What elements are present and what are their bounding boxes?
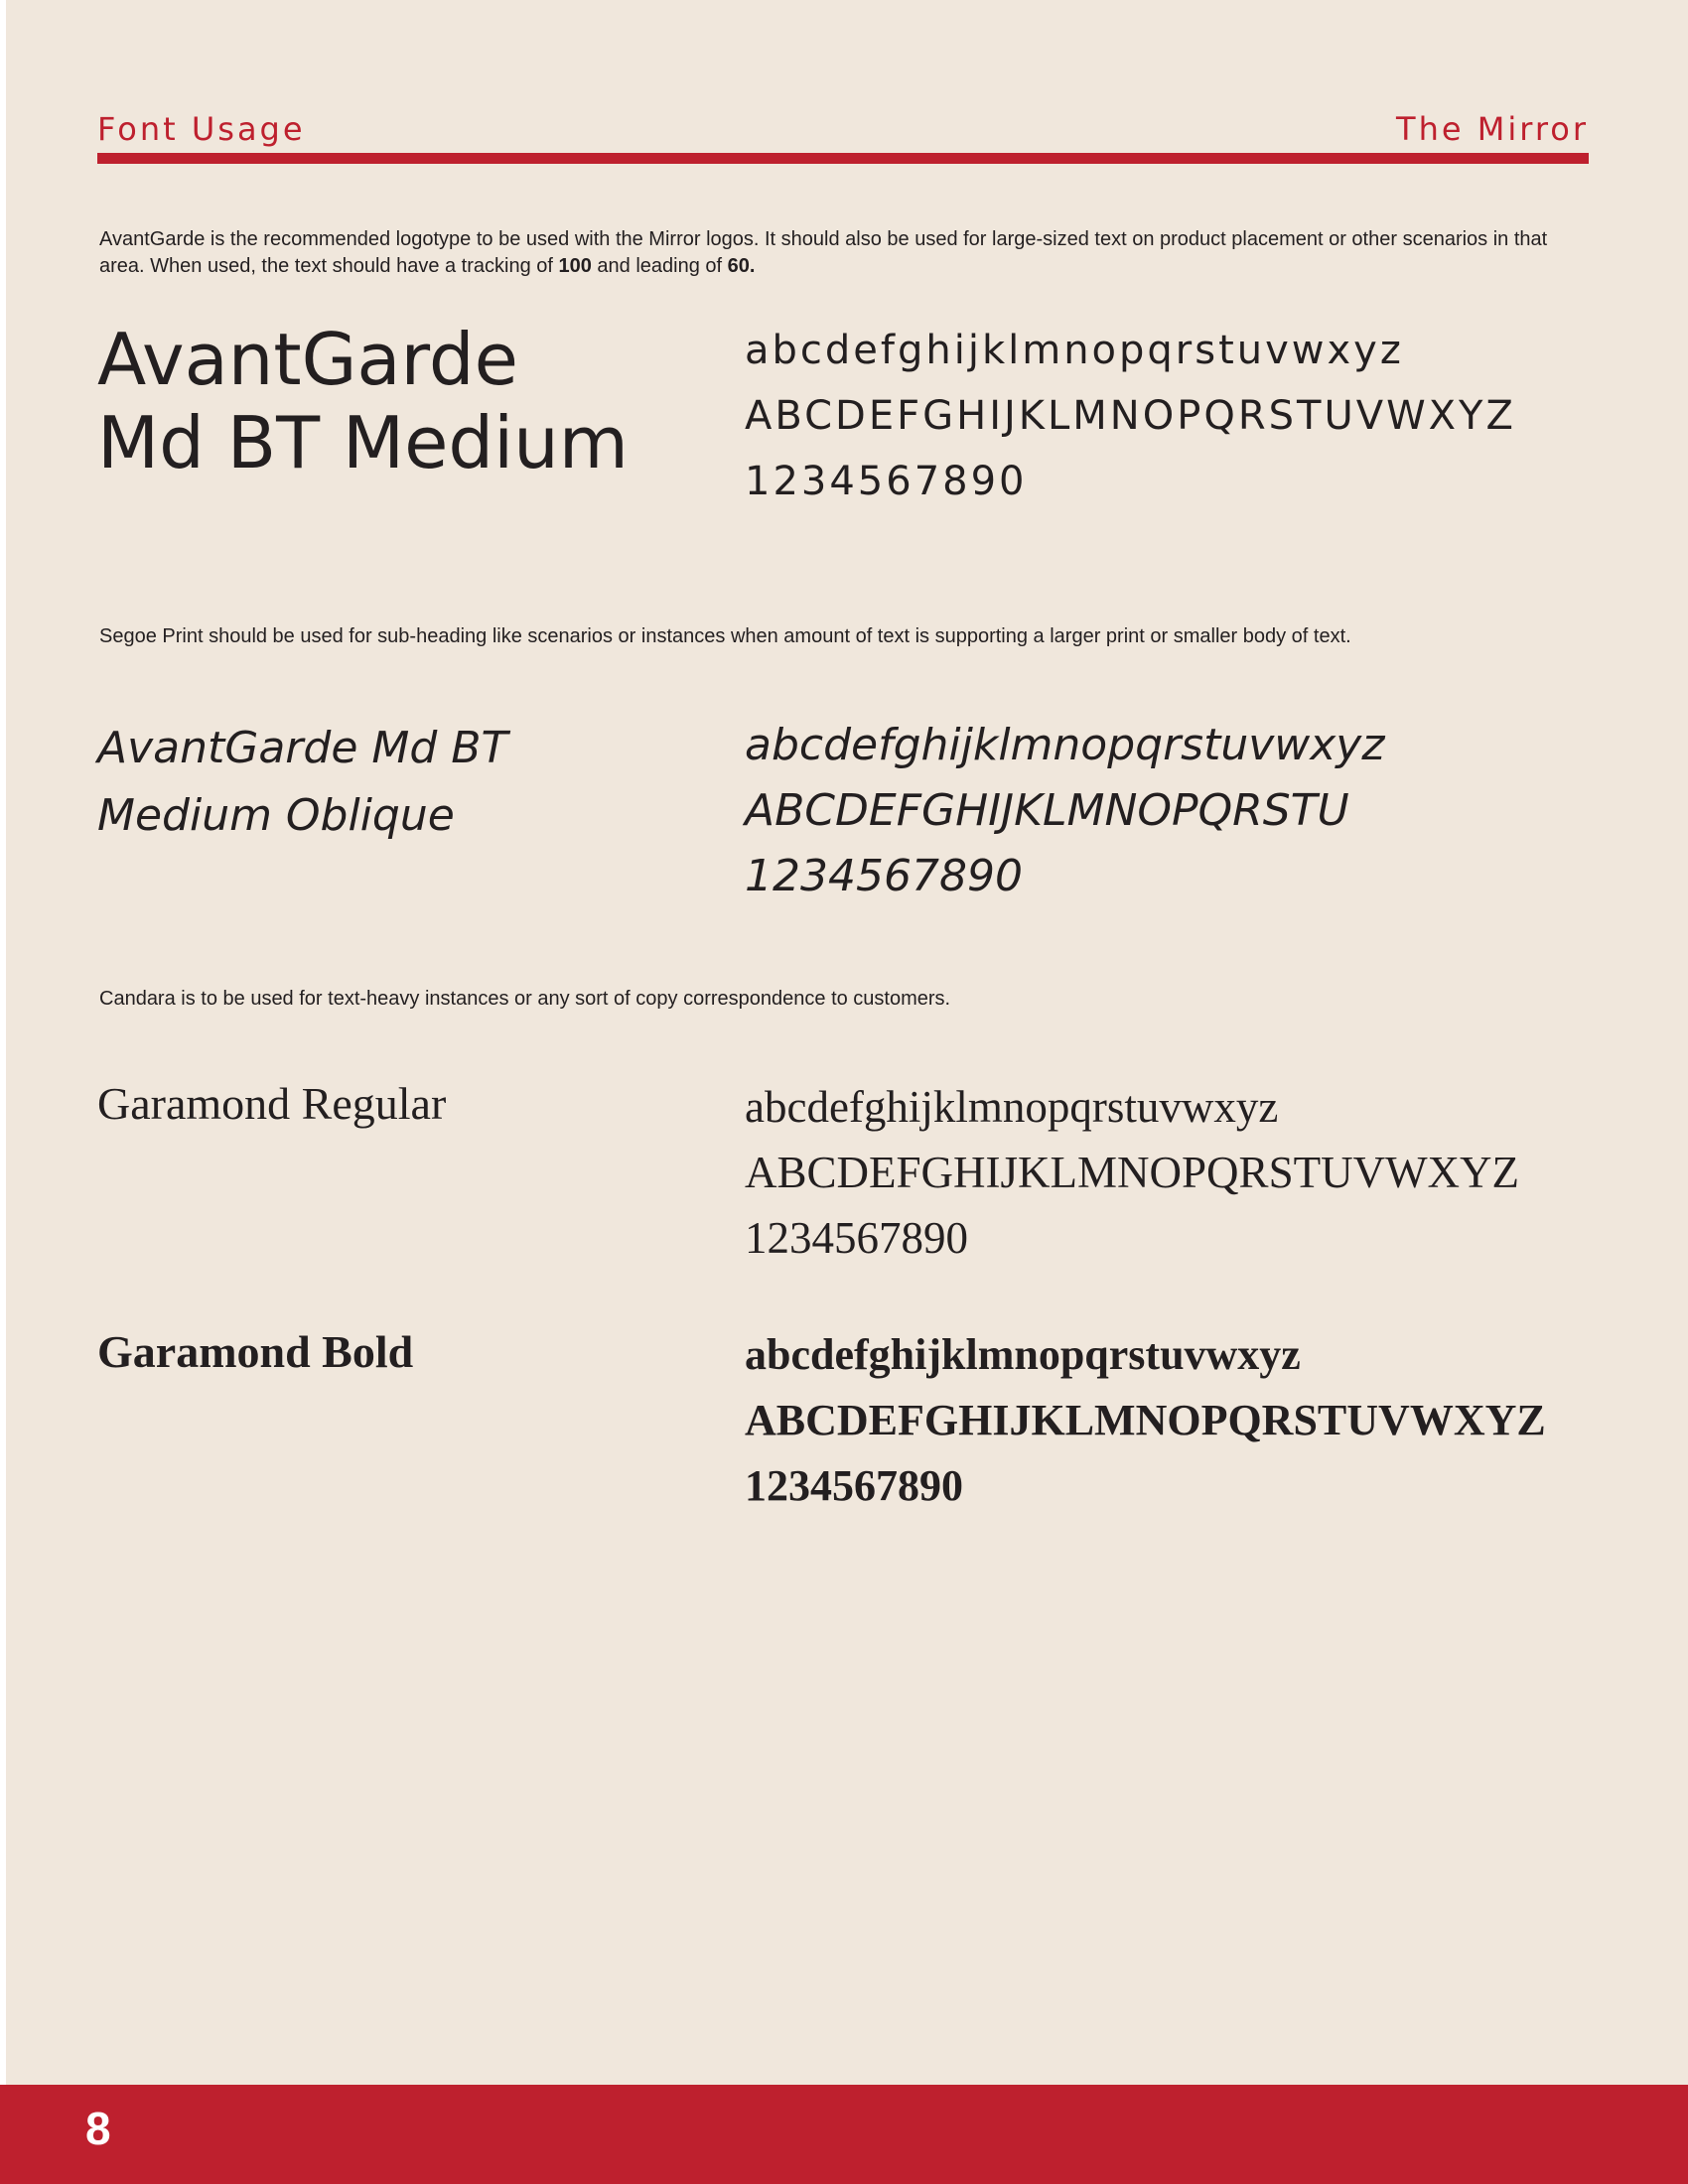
lowercase-specimen: abcdefghijklmnopqrstuvwxyz — [745, 328, 1404, 373]
font-name-line: Md BT Medium — [97, 401, 629, 484]
glyph-specimen-avantgarde — [745, 318, 1618, 514]
lowercase-specimen: abcdefghijklmnopqrstuvwxyz — [745, 1330, 1301, 1379]
note-text: and leading of — [591, 255, 728, 277]
footer-band — [0, 2085, 1688, 2184]
document-title: The Mirror — [1396, 110, 1589, 148]
page-number: 8 — [85, 2103, 111, 2154]
digits-specimen: 1234567890 — [745, 459, 1028, 504]
uppercase-specimen: ABCDEFGHIJKLMNOPQRSTUVWXYZ — [745, 393, 1516, 439]
font-name-garamond-bold: Garamond Bold — [97, 1326, 414, 1377]
header-rule — [97, 153, 1589, 164]
candara-usage-note: Candara is to be used for text-heavy instances or any sort of copy correspondence to customers. — [99, 988, 951, 1010]
uppercase-specimen: ABCDEFGHIJKLMNOPQRSTUVWXYZ — [745, 1148, 1520, 1197]
glyph-specimen-garamond-regular — [745, 1074, 1618, 1271]
glyph-specimen-avantgarde-oblique — [745, 713, 1618, 909]
font-name-avantgarde-oblique — [97, 715, 507, 850]
lowercase-specimen: abcdefghijklmnopqrstuvwxyz — [745, 1082, 1279, 1132]
font-name-garamond-regular: Garamond Regular — [97, 1078, 447, 1129]
leading-value: 60. — [727, 255, 756, 277]
digits-specimen: 1234567890 — [745, 1461, 963, 1510]
tracking-value: 100 — [558, 255, 592, 277]
segoe-usage-note: Segoe Print should be used for sub-heading like scenarios or instances when amount of text is supporting a larger print or smaller body of text. — [99, 625, 1351, 647]
font-name-line: Medium Oblique — [97, 790, 455, 841]
note-text: AvantGarde is the recommended logotype to be used with the Mirror logos. It should also be used for large-sized text on product placement or other scenarios in that area. When used, the text should have a tracking of — [99, 228, 1548, 277]
uppercase-specimen: ABCDEFGHIJKLMNOPQRSTU — [745, 785, 1349, 836]
font-name-line: AvantGarde Md BT — [97, 723, 508, 773]
lowercase-specimen: abcdefghijklmnopqrstuvwxyz — [745, 720, 1385, 770]
font-name-avantgarde — [97, 318, 629, 484]
digits-specimen: 1234567890 — [745, 1213, 968, 1263]
section-title: Font Usage — [97, 110, 306, 148]
avantgarde-usage-note — [99, 226, 1589, 280]
font-name-line: AvantGarde — [97, 318, 518, 401]
uppercase-specimen: ABCDEFGHIJKLMNOPQRSTUVWXYZ — [745, 1396, 1546, 1444]
glyph-specimen-garamond-bold — [745, 1322, 1618, 1519]
digits-specimen: 1234567890 — [745, 851, 1023, 901]
page-edge-strip — [0, 0, 6, 2184]
